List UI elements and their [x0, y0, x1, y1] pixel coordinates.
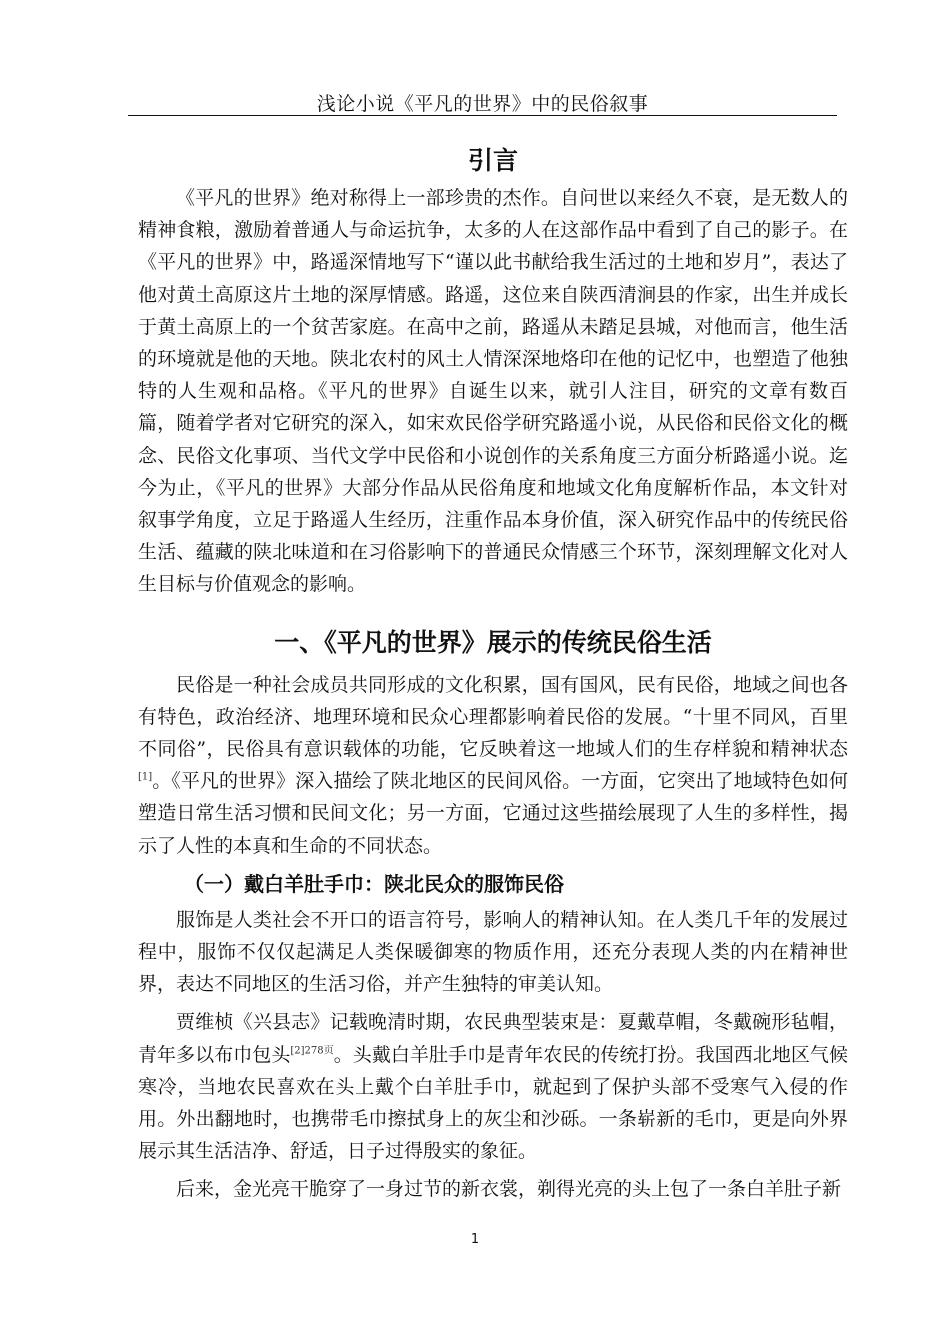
novel-quote: 后来，金光亮干脆穿了一身过节的新衣裳，剃得光亮的头上包了一条白羊肚子新: [176, 1178, 842, 1201]
subsection-1-paragraph-2: [138, 1006, 848, 1167]
page-content: [138, 140, 848, 1206]
running-header: 浅论小说《平凡的世界》中的民俗叙事: [316, 93, 649, 115]
citation-2: [2]278页: [290, 1045, 334, 1057]
intro-paragraph: 《平凡的世界》绝对称得上一部珍贵的杰作。自问世以来经久不衰，是无数人的精神食粮，激励着普通人与命运抗争，太多的人在这部作品中看到了自己的影子。在《平凡的世界》中，路遥深情地写下“谨以此书献给我生活过的土地和岁月”，表达了他对黄土高原这片土地的深厚情感。路遥，这位来自陕西清涧县的作家，出生并成长于黄土高原上的一个贫苦家庭。在高中之前，路遥从未踏足县城，对他而言，他生活的环境就是他的天地。陕北农村的风土人情深深地烙印在他的记忆中，也塑造了他独特的人生观和品格。《平凡的世界》自诞生以来，就引人注目，研究的文章有数百篇，随着学者对它研究的深入，如宋欢民俗学研究路遥小说，从民俗和民俗文化的概念、民俗文化事项、当代文学中民俗和小说创作的关系角度三方面分析路遥小说。迄今为止，《平凡的世界》大部分作品从民俗角度和地域文化角度解析作品，本文针对叙事学角度，立足于路遥人生经历，注重作品本身价值，深入研究作品中的传统民俗生活、蕴藏的陕北味道和在习俗影响下的普通民众情感三个环节，深刻理解文化对人生目标与价值观念的影响。: [138, 187, 848, 596]
citation-1: [1]: [138, 771, 153, 783]
subsection-1-text-b: 。头戴白羊肚手巾是青年农民的传统打扮。我国西北地区气候寒冷，当地农民喜欢在头上戴个白羊肚手巾，就起到了保护头部不受寒气入侵的作用。外出翻地时，也携带毛巾擦拭身上的灰尘和沙砾。一条崭新的毛巾，更是向外界展示其生活洁净、舒适，日子过得殷实的象征。: [138, 1043, 848, 1163]
subsection-1-heading: （一）戴白羊肚手巾：陕北民众的服饰民俗: [184, 871, 564, 896]
header-rule: [128, 115, 837, 116]
section-1-text-a: 民俗是一种社会成员共同形成的文化积累，国有国风，民有民俗，地域之间也各有特色，政治经济、地理环境和民众心理都影响着民俗的发展。“十里不同风，百里不同俗”，民俗具有意识载体的功能，它反映着这一地域人们的生存样貌和精神状态: [138, 673, 848, 761]
intro-heading: 引言: [467, 146, 518, 175]
subsection-1-paragraph-1: 服饰是人类社会不开口的语言符号，影响人的精神认知。在人类几千年的发展过程中，服饰不仅仅起满足人类保暖御寒的物质作用，还充分表现人类的内在精神世界，表达不同地区的生活习俗，并产生独特的审美认知。: [138, 908, 848, 996]
section-1-text-b: 。《平凡的世界》深入描绘了陕北地区的民间风俗。一方面，它突出了地域特色如何塑造日常生活习惯和民间文化；另一方面，它通过这些描绘展现了人生的多样性，揭示了人性的本真和生命的不同状态。: [138, 770, 848, 857]
section-1-heading: 一、《平凡的世界》展示的传统民俗生活: [274, 627, 712, 657]
subsection-1-text-a: 贾维桢《兴县志》记载晚清时期，农民典型装束是：夏戴草帽，冬戴碗形毡帽，青年多以布巾包头: [138, 1011, 848, 1066]
page-number: 1: [470, 1232, 480, 1247]
section-1-paragraph: [138, 669, 848, 862]
